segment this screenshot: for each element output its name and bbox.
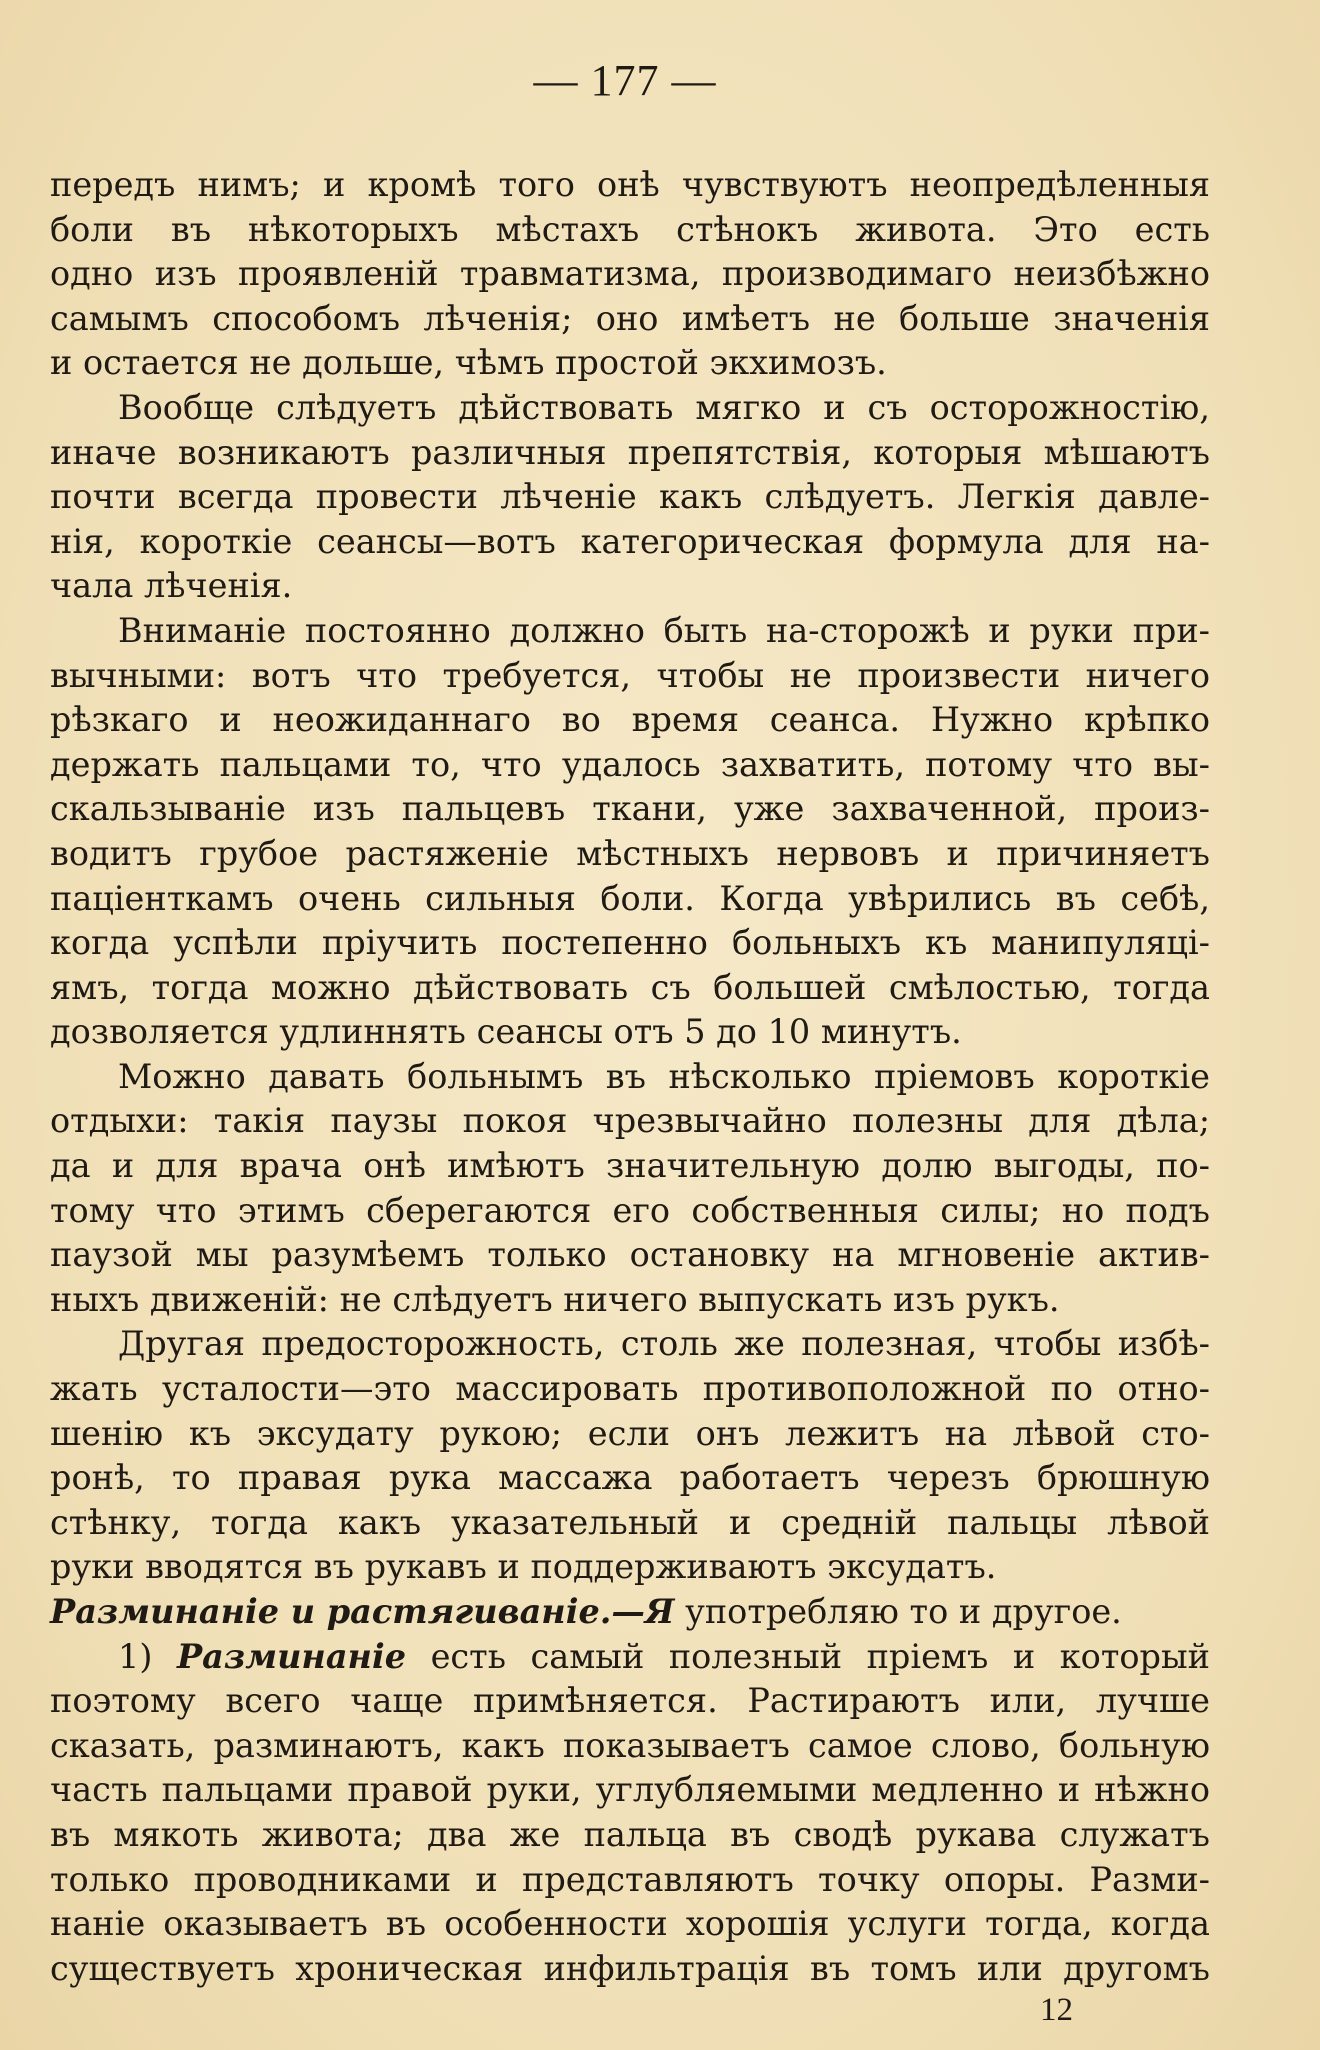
text-line: чала лѣченія. [50,566,293,606]
text-line: стѣнку, тогда какъ указательный и средній пальцы лѣвой [50,1502,1210,1542]
text-line: да и для врача онѣ имѣютъ значительную долю выгоды, по- [50,1146,1210,1186]
item-number: 1) [118,1636,153,1676]
text-line: въ мякоть живота; два же пальца въ сводѣ рукава служатъ [50,1814,1210,1854]
text-line: поэтому всего чаще примѣняется. Растираютъ или, лучше [50,1681,1210,1721]
text-line: держать пальцами то, что удалось захватить, потому что вы- [50,744,1210,784]
text-line: наніе оказываетъ въ особенности хорошія услуги тогда, когда [50,1904,1210,1944]
text-line: боли въ нѣкоторыхъ мѣстахъ стѣнокъ живота. Это есть [50,209,1210,249]
text-line: дозволяется удлиннять сеансы отъ 5 до 10 минутъ. [50,1012,962,1052]
item-term: Разминаніе [176,1636,407,1676]
subheading: Разминаніе и растягиваніе.—Я [50,1592,675,1631]
page-number: — 177 — [533,56,717,105]
text-line: нія, короткіе сеансы—вотъ категорическая формула для на- [50,521,1210,561]
text-line: ямъ, тогда можно дѣйствовать съ большей смѣлостью, тогда [50,967,1210,1007]
text-line: когда успѣли пріучить постепенно больныхъ къ манипуляці- [50,923,1210,963]
list-item-line [50,1635,1210,1680]
text-line: водитъ грубое растяженіе мѣстныхъ нервовъ и причиняетъ [50,833,1210,873]
text-line: одно изъ проявленій травматизма, производимаго неизбѣжно [50,254,1210,294]
text-line: шенію къ эксудату рукою; если онъ лежитъ на лѣвой сто- [50,1413,1210,1453]
text-line: есть самый полезный пріемъ и который [430,1636,1210,1676]
text-line: ныхъ движеній: не слѣдуетъ ничего выпускать изъ рукъ. [50,1279,1060,1319]
text-line: Другая предосторожность, столь же полезная, чтобы избѣ- [118,1324,1210,1364]
text-line: сказать, разминаютъ, какъ показываетъ самое слово, больную [50,1725,1210,1765]
text-line: паціенткамъ очень сильныя боли. Когда увѣрились въ себѣ, [50,878,1210,918]
text-line: Вниманіе постоянно должно быть на-сторожѣ и руки при- [118,610,1210,650]
text-line: ронѣ, то правая рука массажа работаетъ черезъ брюшную [50,1458,1210,1498]
text-line: тому что этимъ сберегаются его собственныя силы; но подъ [50,1190,1210,1230]
text-line: иначе возникаютъ различныя препятствія, которыя мѣшаютъ [50,432,1210,472]
text-line: жать усталости—это массировать противоположной по отно- [50,1369,1210,1409]
text-line: отдыхи: такія паузы покоя чрезвычайно полезны для дѣла; [50,1101,1210,1141]
text-line: существуетъ хроническая инфильтрація въ томъ или другомъ [50,1948,1210,1988]
text-line: Можно давать больнымъ въ нѣсколько пріемовъ короткіе [118,1056,1210,1096]
signature-mark: 12 [1040,1992,1073,2028]
text-line: скальзываніе изъ пальцевъ ткани, уже захваченной, произ- [50,789,1210,829]
text-line: и остается не дольше, чѣмъ простой экхимозъ. [50,343,887,383]
text-line: руки вводятся въ рукавъ и поддерживаютъ эксудатъ. [50,1547,997,1587]
text-line: передъ нимъ; и кромѣ того онѣ чувствуютъ неопредѣленныя [50,165,1210,204]
text-line: вычными: вотъ что требуется, чтобы не произвести ничего [50,655,1210,695]
text-line: употребляю то и другое. [685,1592,1122,1631]
text-line: паузой мы разумѣемъ только остановку на мгновеніе актив- [50,1235,1210,1275]
text-line: рѣзкаго и неожиданнаго во время сеанса. Нужно крѣпко [50,700,1210,740]
text-line: часть пальцами правой руки, углубляемыми медленно и нѣжно [50,1770,1210,1810]
text-line: почти всегда провести лѣченіе какъ слѣдуетъ. Легкія давле- [50,477,1210,517]
text-line: только проводниками и представляютъ точку опоры. Разми- [50,1859,1210,1899]
text-line: Вообще слѣдуетъ дѣйствовать мягко и съ осторожностію, [118,387,1210,427]
body-text [50,163,1210,1991]
subheading-line [50,1590,1210,1635]
text-line: самымъ способомъ лѣченія; оно имѣетъ не больше значенія [50,298,1210,338]
